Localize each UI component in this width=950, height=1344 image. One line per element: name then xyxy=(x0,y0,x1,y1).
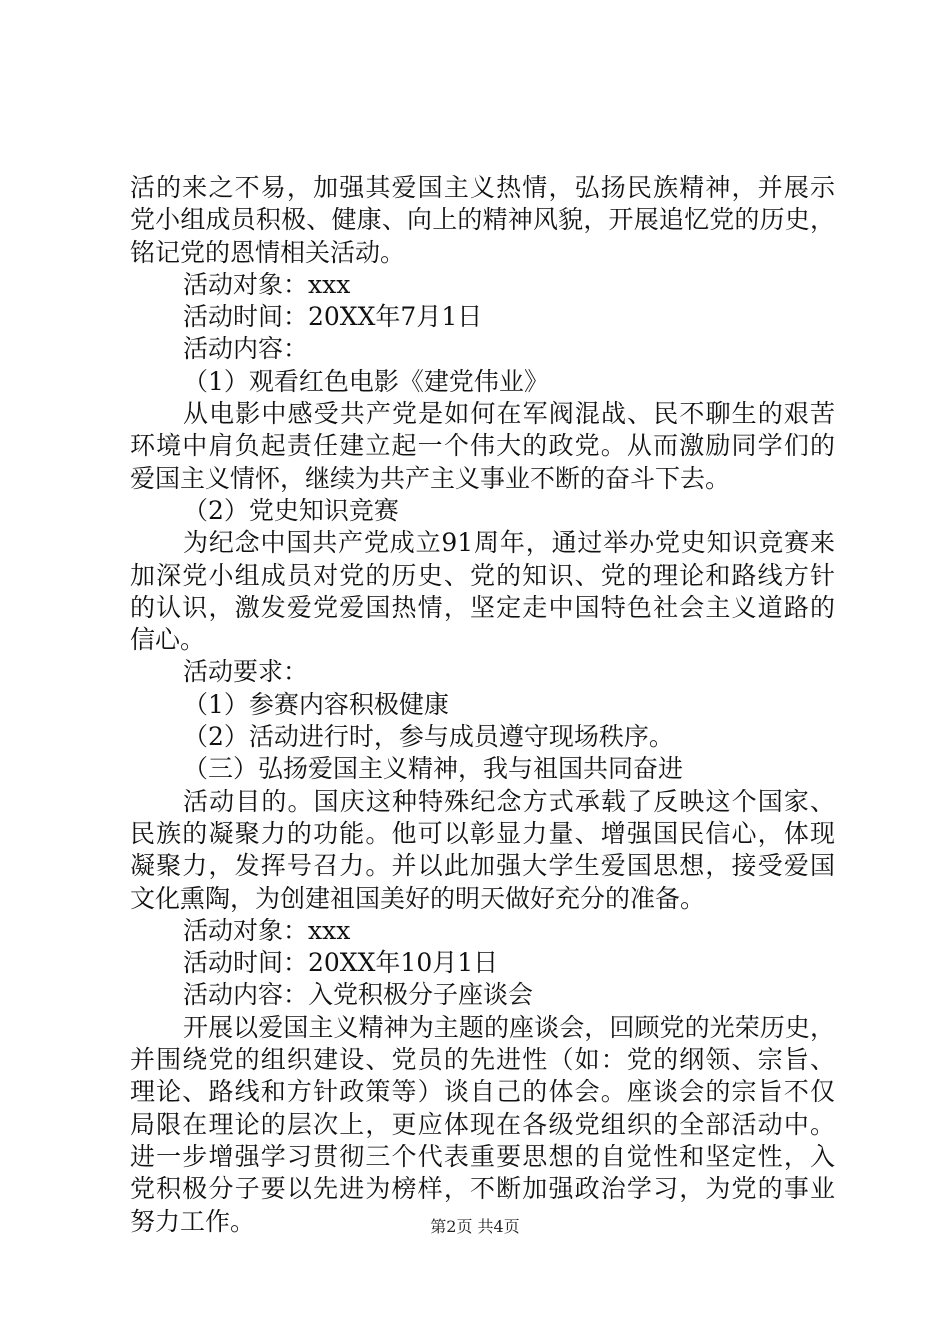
section-heading: （三）弘扬爱国主义精神，我与祖国共同奋进 xyxy=(183,754,684,784)
text-line: （2）党史知识竞赛 xyxy=(183,495,399,525)
text-line: 开展以爱国主义精神为主题的座谈会，回顾党的光荣历史， xyxy=(183,1012,835,1042)
text-line: 爱国主义情怀，继续为共产主义事业不断的奋斗下去。 xyxy=(130,463,731,493)
text-line: （1）观看红色电影《建党伟业》 xyxy=(183,366,549,396)
text-line: 的认识，激发爱党爱国热情，坚定走中国特色社会主义道路的 xyxy=(130,592,835,622)
page-footer: 第2页 共4页 xyxy=(430,1217,520,1236)
text-line: 进一步增强学习贯彻三个代表重要思想的自觉性和坚定性，入 xyxy=(130,1141,835,1171)
text-line: 活动对象：xxx xyxy=(183,915,351,945)
text-line: 活动时间：20XX年7月1日 xyxy=(183,302,483,332)
text-line: 铭记党的恩情相关活动。 xyxy=(130,237,406,267)
text-line: 活的来之不易，加强其爱国主义热情，弘扬民族精神，并展示 xyxy=(130,173,835,202)
text-line: 党小组成员积极、健康、向上的精神风貌，开展追忆党的历史， xyxy=(130,205,835,235)
text-line: 凝聚力，发挥号召力。并以此加强大学生爱国思想，接受爱国 xyxy=(130,851,835,881)
text-line: 信心。 xyxy=(130,625,206,655)
text-line: 局限在理论的层次上，更应体现在各级党组织的全部活动中。 xyxy=(130,1109,835,1139)
text-line: 活动内容：入党积极分子座谈会 xyxy=(183,980,534,1010)
text-line: 活动要求： xyxy=(183,657,309,687)
text-line: （2）活动进行时，参与成员遵守现场秩序。 xyxy=(183,722,674,752)
text-line: 努力工作。 xyxy=(130,1206,256,1236)
text-line: 文化熏陶，为创建祖国美好的明天做好充分的准备。 xyxy=(130,883,706,913)
text-line: 理论、路线和方针政策等）谈自己的体会。座谈会的宗旨不仅 xyxy=(130,1077,835,1107)
text-line: 活动对象：xxx xyxy=(183,269,351,299)
text-line: （1）参赛内容积极健康 xyxy=(183,689,449,719)
text-line: 党积极分子要以先进为榜样，不断加强政治学习，为党的事业 xyxy=(130,1174,835,1204)
text-line: 从电影中感受共产党是如何在军阀混战、民不聊生的艰苦 xyxy=(183,399,835,429)
text-line: 活动目的。国庆这种特殊纪念方式承载了反映这个国家、 xyxy=(183,786,835,816)
text-line: 为纪念中国共产党成立91周年，通过举办党史知识竞赛来 xyxy=(183,528,835,558)
text-line: 环境中肩负起责任建立起一个伟大的政党。从而激励同学们的 xyxy=(130,431,835,461)
text-line: 加深党小组成员对党的历史、党的知识、党的理论和路线方针 xyxy=(130,560,835,590)
text-line: 活动时间：20XX年10月1日 xyxy=(183,948,499,978)
text-line: 民族的凝聚力的功能。他可以彰显力量、增强国民信心，体现 xyxy=(130,818,835,848)
text-line: 并围绕党的组织建设、党员的先进性（如：党的纲领、宗旨、 xyxy=(130,1045,835,1075)
text-line: 活动内容： xyxy=(183,334,309,364)
document-body xyxy=(130,172,835,1238)
